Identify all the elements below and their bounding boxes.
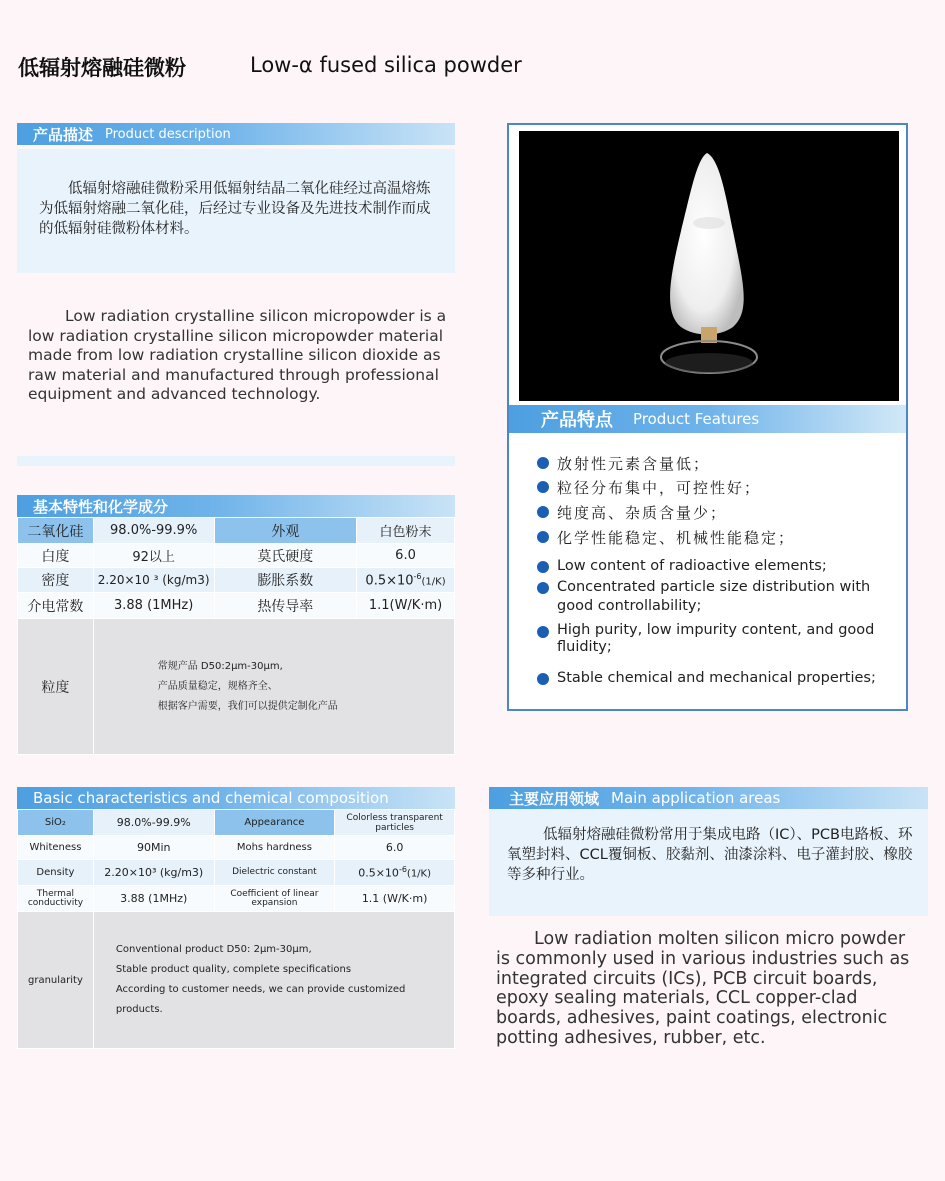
cell: Mohs hardness	[214, 836, 335, 860]
table-row	[18, 912, 455, 1049]
table-row	[18, 860, 455, 886]
cell: 二氧化硅	[18, 518, 94, 544]
feature-text: Stable chemical and mechanical properties;	[557, 670, 876, 686]
cell: 密度	[18, 568, 94, 593]
bullet-icon	[537, 626, 549, 638]
cell: Density	[18, 860, 94, 886]
feature-item	[557, 477, 761, 498]
cell: 白度	[18, 544, 94, 568]
feature-item	[557, 502, 727, 523]
bullet-icon	[537, 582, 549, 594]
cell: 1.1 (W/K·m)	[335, 886, 455, 912]
table-row	[18, 568, 455, 593]
feature-item	[557, 527, 795, 548]
desc-panel	[17, 149, 455, 273]
features-header	[509, 405, 906, 433]
page-title-cn: 低辐射熔融硅微粉	[18, 56, 186, 80]
feature-text: 化学性能稳定、机械性能稳定；	[557, 529, 796, 547]
cell: Whiteness	[18, 836, 94, 860]
bullet-icon	[537, 481, 549, 493]
feature-text: Low content of radioactive elements;	[557, 558, 827, 574]
cell-exp: -6	[413, 571, 422, 581]
app-text-cn: 低辐射熔融硅微粉常用于集成电路（IC）、PCB电路板、环氧塑封料、CCL覆铜板、胶黏剂、油漆涂料、电子灌封胶、橡胶等多种行业。	[507, 827, 913, 883]
gran-line: 常规产品 D50:2μm-30μm,	[157, 660, 283, 672]
cell: 2.20×10 ³ (kg/m3)	[93, 568, 214, 593]
cell	[357, 568, 455, 593]
product-features-box	[507, 123, 908, 711]
cell	[335, 860, 455, 886]
feature-item	[557, 557, 887, 576]
feature-item	[557, 578, 887, 616]
cell: 3.88 (1MHz)	[93, 886, 214, 912]
desc-header-en: Product description	[105, 126, 231, 142]
app-panel	[489, 809, 928, 916]
feature-text: 粒径分布集中，可控性好；	[557, 479, 762, 497]
gran-line: Conventional product D50: 2μm-30μm,	[115, 944, 312, 955]
cell: 90Min	[93, 836, 214, 860]
table-row	[18, 619, 455, 755]
cell: Appearance	[214, 810, 335, 836]
spec-cn-header-text: 基本特性和化学成分	[33, 497, 169, 516]
cell: 98.0%-99.9%	[93, 810, 214, 836]
feature-text: 放射性元素含量低；	[557, 455, 711, 473]
cell: 92以上	[93, 544, 214, 568]
desc-text-cn: 低辐射熔融硅微粉采用低辐射结晶二氧化硅经过高温熔炼为低辐射熔融二氧化硅，后经过专业设备及先进技术制作而成的低辐射硅微粉体材料。	[39, 181, 431, 237]
gran-line: 根据客户需要，我们可以提供定制化产品	[157, 700, 338, 712]
divider-strip	[17, 456, 455, 466]
cell-unit: (1/K)	[421, 576, 446, 588]
cell: granularity	[18, 912, 94, 1049]
cell: 膨胀系数	[214, 568, 356, 593]
bullet-icon	[537, 457, 549, 469]
spec-cn-header	[17, 495, 455, 517]
gran-line: 产品质量稳定，规格齐全、	[157, 680, 278, 692]
gran-line: Stable product quality, complete specifications	[115, 964, 352, 975]
cell: 白色粉末	[357, 518, 455, 544]
table-row	[18, 886, 455, 912]
bullet-icon	[537, 531, 549, 543]
cell	[93, 912, 454, 1049]
product-photo	[519, 131, 899, 401]
cell-base: 0.5×10	[365, 573, 414, 589]
bullet-icon	[537, 506, 549, 518]
cell: 介电常数	[18, 593, 94, 619]
app-header	[489, 787, 928, 809]
feature-item	[557, 622, 887, 656]
spec-en-table	[17, 809, 455, 1049]
cell-unit: (1/K)	[406, 868, 432, 880]
table-row	[18, 593, 455, 619]
cell: 6.0	[357, 544, 455, 568]
cell: 6.0	[335, 836, 455, 860]
cell: Coefficient of linear expansion	[214, 886, 335, 912]
cell: Dielectric constant	[214, 860, 335, 886]
cell: 热传导率	[214, 593, 356, 619]
bullet-icon	[537, 673, 549, 685]
cell: Colorless transparent particles	[335, 810, 455, 836]
spec-en-header	[17, 787, 455, 809]
table-row	[18, 836, 455, 860]
app-text-en: Low radiation molten silicon micro powder is commonly used in various industries such as integrated circuits (ICs), PCB circuit boards, epoxy sealing materials, CCL copper-clad boards, adhesives, paint coatings, electronic potting adhesives, rubber, etc.	[496, 929, 910, 1048]
cell: 莫氏硬度	[214, 544, 356, 568]
feature-text: High purity, low impurity content, and good fluidity;	[557, 622, 875, 655]
cell	[93, 619, 454, 755]
cell: 1.1(W/K·m)	[357, 593, 455, 619]
desc-text-en: Low radiation crystalline silicon micropowder is a low radiation crystalline silicon micropowder material made from low radiation crystalline silicon dioxide as raw material and manufactured through professional equipment and advanced technology.	[28, 307, 447, 403]
feature-text: 纯度高、杂质含量少；	[557, 504, 728, 522]
table-row	[18, 518, 455, 544]
feature-text: Concentrated particle size distribution with good controllability;	[557, 579, 871, 614]
desc-header	[17, 123, 455, 145]
gran-line: According to customer needs, we can provide customized products.	[115, 984, 406, 1015]
desc-header-cn: 产品描述	[33, 125, 94, 144]
cell: 3.88 (1MHz)	[93, 593, 214, 619]
feature-item	[557, 669, 897, 688]
cell: 外观	[214, 518, 356, 544]
cell: 98.0%-99.9%	[93, 518, 214, 544]
cell-base: 0.5×10	[358, 866, 399, 880]
app-header-en: Main application areas	[611, 789, 781, 807]
cell: 2.20×10³ (kg/m3)	[93, 860, 214, 886]
cell: SiO₂	[18, 810, 94, 836]
features-header-en: Product Features	[633, 410, 760, 428]
page-title-en: Low-α fused silica powder	[250, 53, 522, 77]
cell: 粒度	[18, 619, 94, 755]
features-header-cn: 产品特点	[541, 410, 613, 431]
table-row	[18, 810, 455, 836]
cell-exp: -6	[398, 865, 407, 875]
cell: Thermal conductivity	[18, 886, 94, 912]
bullet-icon	[537, 561, 549, 573]
spec-cn-table	[17, 517, 455, 755]
feature-item	[557, 453, 710, 474]
spec-en-header-text: Basic characteristics and chemical composition	[33, 789, 389, 807]
table-row	[18, 544, 455, 568]
app-header-cn: 主要应用领域	[509, 789, 600, 808]
silica-flask-icon	[519, 131, 899, 401]
